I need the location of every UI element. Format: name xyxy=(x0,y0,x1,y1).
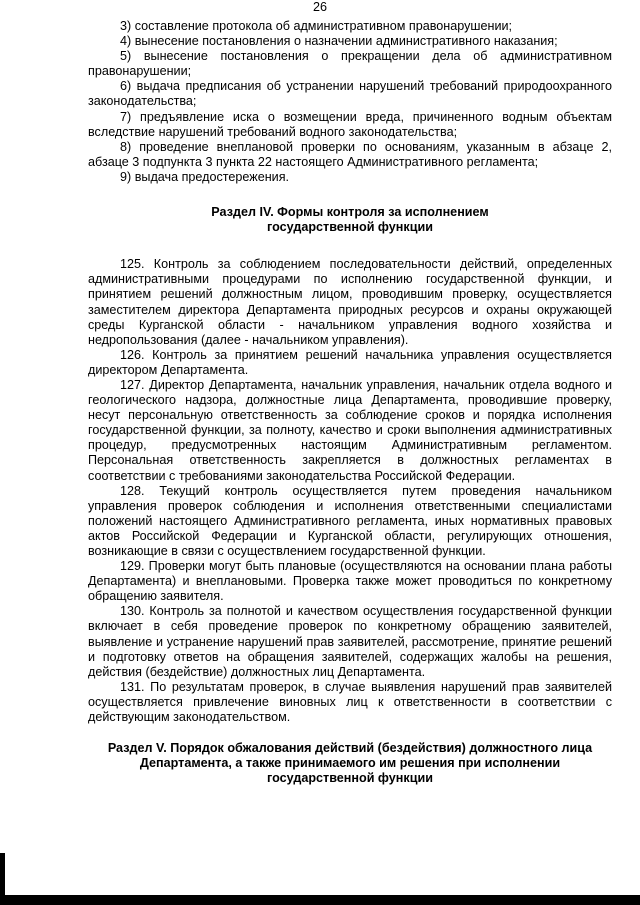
scan-edge-bottom xyxy=(0,895,640,905)
list-item: 5) вынесение постановления о прекращении дела об административном правонарушении; xyxy=(88,49,612,79)
paragraph-128: 128. Текущий контроль осуществляется путем проведения начальником управления проверок соблюдения и исполнения ответственными специалистами положений настоящего Административного регламента, иных нормативных правовых актов Российской Федерации и Курганской области, регулирующих отношения, возникающие в связи с осуществлением государственной функции. xyxy=(88,483,612,558)
list-item: 6) выдача предписания об устранении нарушений требований природоохранного законодательства; xyxy=(88,79,612,109)
paragraph-126: 126. Контроль за принятием решений начальника управления осуществляется директором Департамента. xyxy=(88,347,612,377)
list-item: 8) проведение внеплановой проверки по основаниям, указанным в абзаце 2, абзаце 3 подпункта 3 пункта 22 настоящего Административного регламента; xyxy=(88,139,612,169)
document-body xyxy=(88,19,612,786)
paragraph-129: 129. Проверки могут быть плановые (осуществляются на основании плана работы Департамента) и внеплановыми. Проверка также может проводиться по конкретному обращению заявителя. xyxy=(88,559,612,604)
section-5-heading-line: Департамента, а также принимаемого им решения при исполнении xyxy=(139,756,561,771)
section-4-heading xyxy=(88,205,612,235)
list-item: 3) составление протокола об административном правонарушении; xyxy=(120,19,513,33)
section-5-heading-line: государственной функции xyxy=(267,771,433,786)
paragraph-125: 125. Контроль за соблюдением последовательности действий, определенных административными процедурами по исполнению государственной функции, и принятием решений должностным лицом, проводившим проверку, осуществляется заместителем директора Департамента природных ресурсов и охраны окружающей среды Курганской области - начальником управления водного хозяйства и недропользования (далее - начальником управления). xyxy=(88,257,612,347)
list-item: 9) выдача предостережения. xyxy=(120,169,290,184)
paragraph-130: 130. Контроль за полнотой и качеством осуществления государственной функции включает в себя проведение проверок по конкретному обращению заявителей, выявление и устранение нарушений прав заявителей, рассмотрение, принятие решений и подготовку ответов на обращения заявителей, содержащих жалобы на решения, действия (бездействие) должностных лиц Департамента. xyxy=(88,604,612,679)
paragraph-127: 127. Директор Департамента, начальник управления, начальник отдела водного и геологического надзора, должностные лица Департамента, проводившие проверку, несут персональную ответственность за соблюдение сроков и порядка исполнения государственной функции, за полноту, качество и сроки выполнения административных процедур, предусмотренных настоящим Административным регламентом. Персональная ответственность закрепляется в должностных регламентах в соответствии с требованиями законодательства Российской Федерации. xyxy=(88,377,612,483)
list-item: 4) вынесение постановления о назначении административного наказания; xyxy=(120,34,558,49)
section-4-body xyxy=(88,257,612,725)
section-4-heading-line: государственной функции xyxy=(267,220,433,235)
section-5-heading xyxy=(88,741,612,786)
section-5-heading-line: Раздел V. Порядок обжалования действий (бездействия) должностного лица xyxy=(107,741,593,756)
paragraph-131: 131. По результатам проверок, в случае выявления нарушений прав заявителей осуществляется привлечение виновных лиц к ответственности в соответствии с действующим законодательством. xyxy=(88,679,612,725)
page-number: 26 xyxy=(312,0,327,14)
section-4-heading-line: Раздел IV. Формы контроля за исполнением xyxy=(211,205,489,220)
measures-list xyxy=(88,19,612,185)
list-item: 7) предъявление иска о возмещении вреда, причиненного водным объектам вследствие нарушений требований водного законодательства; xyxy=(88,109,612,139)
